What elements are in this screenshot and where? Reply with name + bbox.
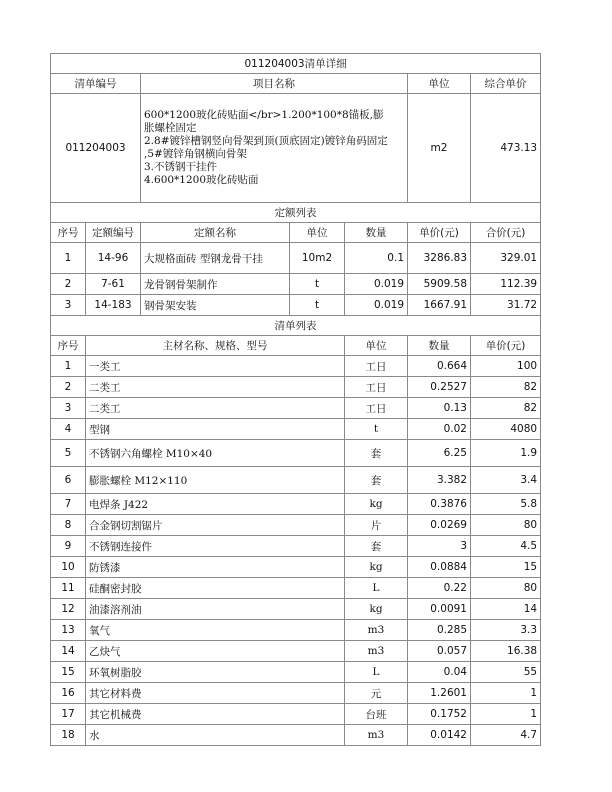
- materials-rows: [51, 356, 541, 746]
- material-name: 一类工: [86, 356, 345, 377]
- material-unit-price: 4080: [471, 419, 541, 440]
- quota-col-index: 序号: [51, 223, 86, 243]
- material-unit: kg: [345, 599, 408, 620]
- material-qty: 0.0142: [408, 725, 471, 746]
- material-unit: L: [345, 662, 408, 683]
- desc-line: 4.600*1200玻化砖贴面: [144, 174, 259, 186]
- material-index: 9: [51, 536, 86, 557]
- material-unit: 台班: [345, 704, 408, 725]
- desc-line: 600*1200玻化砖贴面</br>1.200*100*8锚板,膨: [144, 109, 384, 121]
- quota-unit-price: 1667.91: [408, 295, 471, 316]
- quota-unit: t: [290, 295, 345, 316]
- desc-line: 胀螺栓固定: [144, 122, 197, 134]
- material-unit: 套: [345, 467, 408, 494]
- table-row: [51, 599, 541, 620]
- material-index: 15: [51, 662, 86, 683]
- quota-code: 14-96: [86, 243, 141, 274]
- quota-total: 329.01: [471, 243, 541, 274]
- table-row: [51, 274, 541, 295]
- table-row: [51, 578, 541, 599]
- material-index: 7: [51, 494, 86, 515]
- material-name: 水: [86, 725, 345, 746]
- material-qty: 0.2527: [408, 377, 471, 398]
- table-row: [51, 356, 541, 377]
- quota-header-row: [51, 223, 541, 243]
- material-unit-price: 16.38: [471, 641, 541, 662]
- material-name: 油漆溶剂油: [86, 599, 345, 620]
- material-unit: t: [345, 419, 408, 440]
- item-unit: m2: [408, 94, 471, 203]
- material-unit-price: 3.4: [471, 467, 541, 494]
- material-index: 2: [51, 377, 86, 398]
- materials-header-row: [51, 336, 541, 356]
- table-row: [51, 704, 541, 725]
- material-index: 8: [51, 515, 86, 536]
- table-row: [51, 515, 541, 536]
- material-index: 18: [51, 725, 86, 746]
- desc-line: 2.8#镀锌槽钢竖向骨架到顶(顶底固定)镀锌角码固定: [144, 135, 388, 147]
- material-unit-price: 1: [471, 704, 541, 725]
- material-index: 11: [51, 578, 86, 599]
- header-name: 项目名称: [141, 74, 408, 94]
- material-unit-price: 1.9: [471, 440, 541, 467]
- material-qty: 0.1752: [408, 704, 471, 725]
- quota-code: 14-183: [86, 295, 141, 316]
- materials-col-qty: 数量: [408, 336, 471, 356]
- quota-unit-price: 5909.58: [408, 274, 471, 295]
- quota-total: 31.72: [471, 295, 541, 316]
- material-name: 其它材料费: [86, 683, 345, 704]
- quota-index: 3: [51, 295, 86, 316]
- material-unit: 元: [345, 683, 408, 704]
- table-row: [51, 494, 541, 515]
- material-unit: m3: [345, 620, 408, 641]
- material-index: 3: [51, 398, 86, 419]
- quota-index: 1: [51, 243, 86, 274]
- quota-unit-price: 3286.83: [408, 243, 471, 274]
- material-name: 不锈钢连接件: [86, 536, 345, 557]
- material-index: 14: [51, 641, 86, 662]
- material-qty: 0.057: [408, 641, 471, 662]
- table-row: [51, 467, 541, 494]
- material-name: 环氧树脂胶: [86, 662, 345, 683]
- material-unit: kg: [345, 494, 408, 515]
- bill-detail-table: [50, 53, 541, 746]
- materials-col-index: 序号: [51, 336, 86, 356]
- material-name: 膨胀螺栓 M12×110: [86, 467, 345, 494]
- material-unit-price: 82: [471, 377, 541, 398]
- material-unit: L: [345, 578, 408, 599]
- material-unit-price: 4.5: [471, 536, 541, 557]
- materials-section-title: 清单列表: [51, 316, 541, 336]
- item-price: 473.13: [471, 94, 541, 203]
- table-row: [51, 377, 541, 398]
- material-name: 氧气: [86, 620, 345, 641]
- table-row: [51, 641, 541, 662]
- material-unit-price: 80: [471, 578, 541, 599]
- table-row: [51, 398, 541, 419]
- quota-unit: 10m2: [290, 243, 345, 274]
- material-qty: 0.13: [408, 398, 471, 419]
- table-row: [51, 683, 541, 704]
- material-qty: 0.0091: [408, 599, 471, 620]
- table-row: [51, 620, 541, 641]
- material-index: 12: [51, 599, 86, 620]
- material-qty: 0.3876: [408, 494, 471, 515]
- material-unit: kg: [345, 557, 408, 578]
- desc-line: ,5#镀锌角钢横向骨架: [144, 148, 247, 160]
- material-qty: 0.0269: [408, 515, 471, 536]
- table-title: 011204003清单详细: [51, 54, 541, 74]
- quota-col-code: 定额编号: [86, 223, 141, 243]
- table-row: [51, 662, 541, 683]
- material-unit: 套: [345, 440, 408, 467]
- quota-name: 大规格面砖 型钢龙骨干挂: [141, 243, 290, 274]
- material-unit: m3: [345, 725, 408, 746]
- material-name: 不锈钢六角螺栓 M10×40: [86, 440, 345, 467]
- material-unit-price: 55: [471, 662, 541, 683]
- material-qty: 0.285: [408, 620, 471, 641]
- quota-code: 7-61: [86, 274, 141, 295]
- item-description: [141, 94, 408, 203]
- material-name: 防锈漆: [86, 557, 345, 578]
- material-qty: 3.382: [408, 467, 471, 494]
- material-unit-price: 1: [471, 683, 541, 704]
- quota-col-unit-price: 单价(元): [408, 223, 471, 243]
- material-name: 乙炔气: [86, 641, 345, 662]
- material-name: 二类工: [86, 398, 345, 419]
- material-index: 17: [51, 704, 86, 725]
- materials-col-name: 主材名称、规格、型号: [86, 336, 345, 356]
- material-index: 16: [51, 683, 86, 704]
- quota-index: 2: [51, 274, 86, 295]
- quota-rows: [51, 243, 541, 316]
- material-qty: 3: [408, 536, 471, 557]
- material-unit: m3: [345, 641, 408, 662]
- table-row: [51, 536, 541, 557]
- material-qty: 6.25: [408, 440, 471, 467]
- material-name: 电焊条 J422: [86, 494, 345, 515]
- material-index: 1: [51, 356, 86, 377]
- material-name: 二类工: [86, 377, 345, 398]
- quota-qty: 0.1: [345, 243, 408, 274]
- material-qty: 0.02: [408, 419, 471, 440]
- quota-qty: 0.019: [345, 274, 408, 295]
- material-index: 4: [51, 419, 86, 440]
- quota-name: 钢骨架安装: [141, 295, 290, 316]
- item-code: 011204003: [51, 94, 141, 203]
- quota-qty: 0.019: [345, 295, 408, 316]
- quota-col-total: 合价(元): [471, 223, 541, 243]
- material-unit-price: 4.7: [471, 725, 541, 746]
- material-qty: 0.0884: [408, 557, 471, 578]
- quota-col-unit: 单位: [290, 223, 345, 243]
- material-unit-price: 5.8: [471, 494, 541, 515]
- materials-col-unit-price: 单价(元): [471, 336, 541, 356]
- material-qty: 0.22: [408, 578, 471, 599]
- quota-col-name: 定额名称: [141, 223, 290, 243]
- material-name: 合金钢切割锯片: [86, 515, 345, 536]
- material-index: 13: [51, 620, 86, 641]
- material-unit-price: 82: [471, 398, 541, 419]
- material-unit: 工日: [345, 377, 408, 398]
- table-row: [51, 295, 541, 316]
- material-qty: 0.664: [408, 356, 471, 377]
- quota-unit: t: [290, 274, 345, 295]
- material-unit: 套: [345, 536, 408, 557]
- material-unit-price: 80: [471, 515, 541, 536]
- table-row: [51, 419, 541, 440]
- material-index: 5: [51, 440, 86, 467]
- material-index: 6: [51, 467, 86, 494]
- material-unit: 工日: [345, 356, 408, 377]
- material-name: 其它机械费: [86, 704, 345, 725]
- material-index: 10: [51, 557, 86, 578]
- header-code: 清单编号: [51, 74, 141, 94]
- quota-section-title: 定额列表: [51, 203, 541, 223]
- materials-col-unit: 单位: [345, 336, 408, 356]
- material-name: 硅酮密封胶: [86, 578, 345, 599]
- material-name: 型钢: [86, 419, 345, 440]
- table-row: [51, 725, 541, 746]
- material-qty: 0.04: [408, 662, 471, 683]
- material-unit: 片: [345, 515, 408, 536]
- header-price: 综合单价: [471, 74, 541, 94]
- quota-col-qty: 数量: [345, 223, 408, 243]
- quota-total: 112.39: [471, 274, 541, 295]
- material-unit-price: 100: [471, 356, 541, 377]
- material-unit-price: 3.3: [471, 620, 541, 641]
- material-unit-price: 14: [471, 599, 541, 620]
- desc-line: 3.不锈钢干挂件: [144, 161, 218, 173]
- quota-name: 龙骨钢骨架制作: [141, 274, 290, 295]
- material-unit: 工日: [345, 398, 408, 419]
- material-unit-price: 15: [471, 557, 541, 578]
- header-unit: 单位: [408, 74, 471, 94]
- table-row: [51, 243, 541, 274]
- table-row: [51, 557, 541, 578]
- material-qty: 1.2601: [408, 683, 471, 704]
- table-row: [51, 440, 541, 467]
